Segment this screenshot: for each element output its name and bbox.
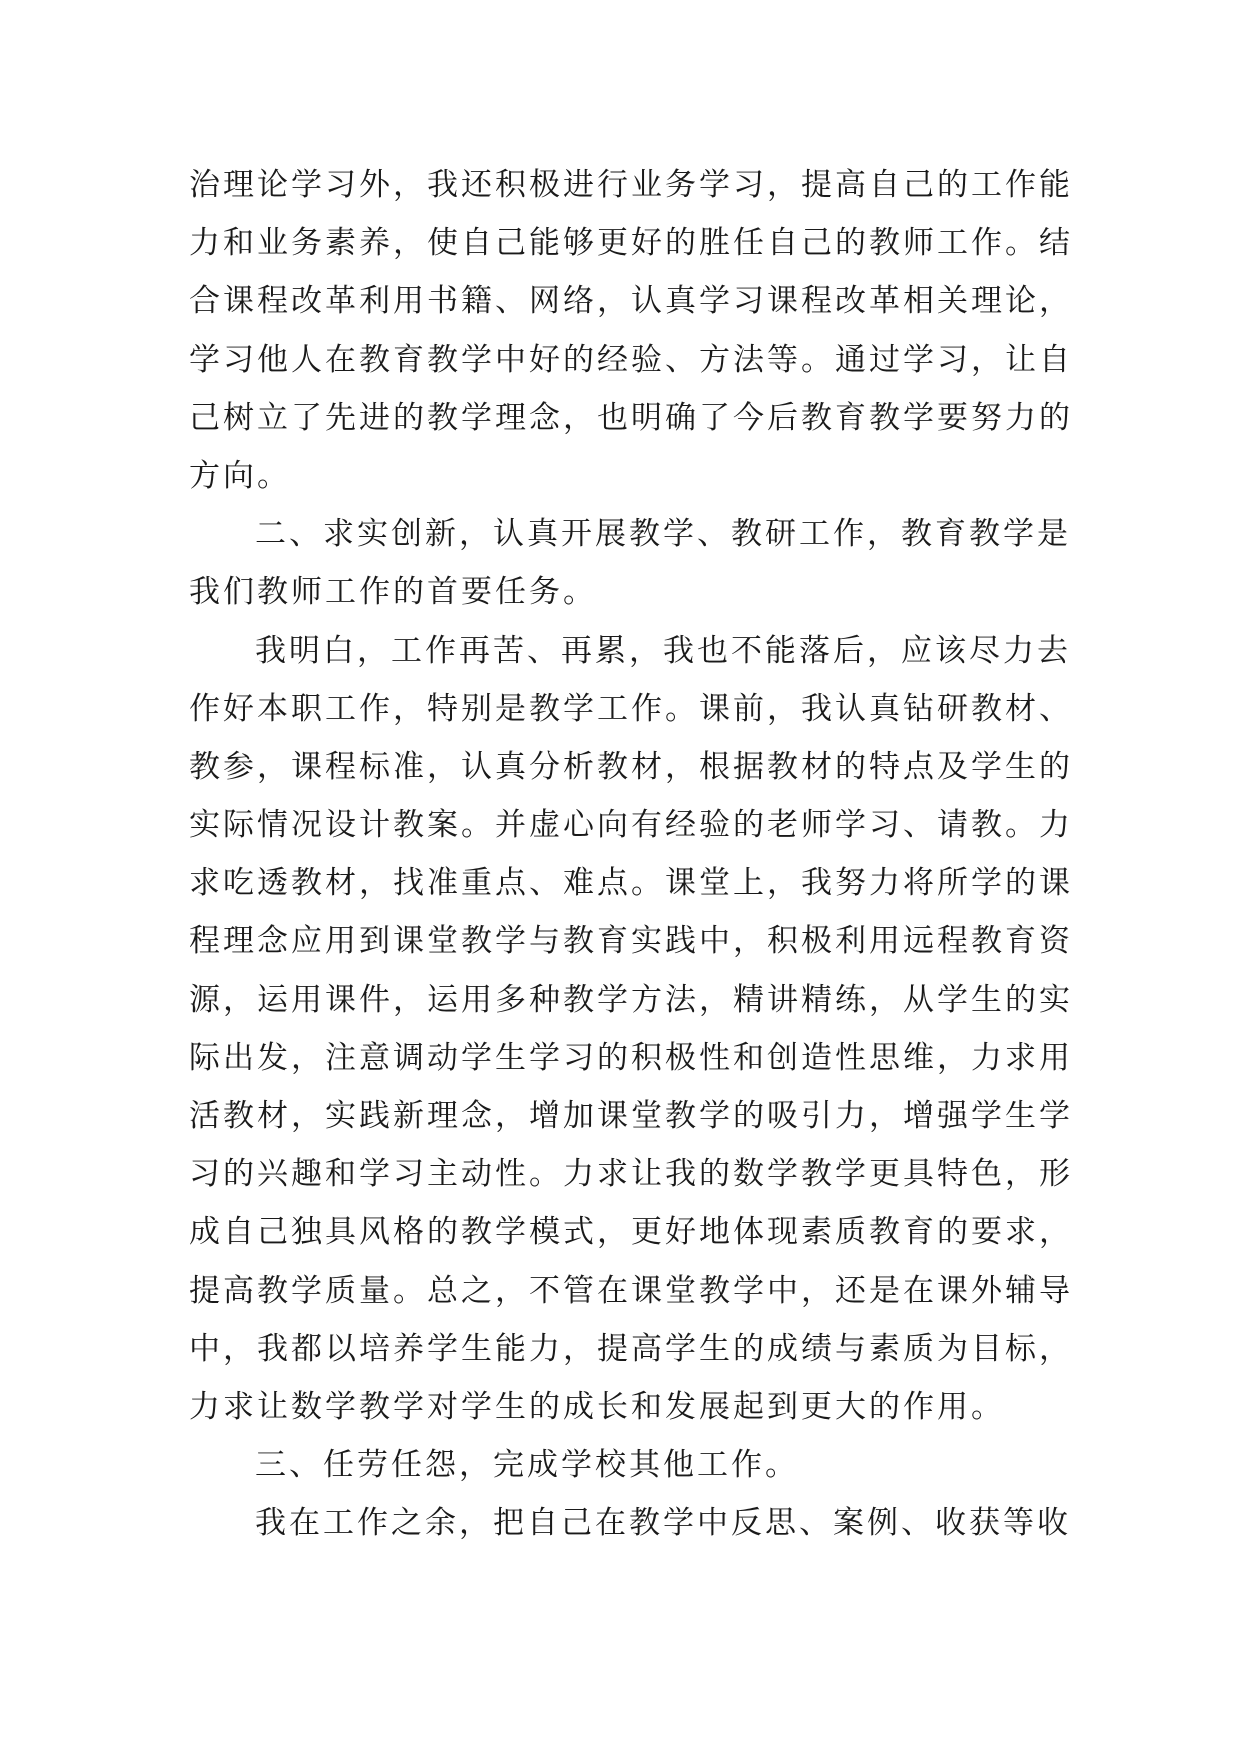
text-line: 我在工作之余，把自己在教学中反思、案例、收获等收 <box>255 1505 1071 1542</box>
text-line: 力和业务素养，使自己能够更好的胜任自己的教师工作。结 <box>189 225 1073 262</box>
text-line: 中，我都以培养学生能力，提高学生的成绩与素质为目标， <box>189 1330 1073 1367</box>
text-line: 成自己独具风格的教学模式，更好地体现素质教育的要求， <box>189 1214 1073 1251</box>
text-line: 实际情况设计教案。并虚心向有经验的老师学习、请教。力 <box>189 807 1073 844</box>
text-line: 习的兴趣和学习主动性。力求让我的数学教学更具特色，形 <box>189 1156 1073 1193</box>
text-line: 学习他人在教育教学中好的经验、方法等。通过学习，让自 <box>189 341 1073 378</box>
text-line: 我明白，工作再苦、再累，我也不能落后，应该尽力去 <box>255 632 1071 669</box>
text-line: 教参，课程标准，认真分析教材，根据教材的特点及学生的 <box>189 748 1073 785</box>
text-line: 三、任劳任怨，完成学校其他工作。 <box>255 1447 799 1484</box>
text-line: 二、求实创新，认真开展教学、教研工作，教育教学是 <box>255 516 1071 553</box>
text-line: 提高教学质量。总之，不管在课堂教学中，还是在课外辅导 <box>189 1272 1073 1309</box>
text-line: 我们教师工作的首要任务。 <box>189 574 597 611</box>
text-line: 程理念应用到课堂教学与教育实践中，积极利用远程教育资 <box>189 923 1073 960</box>
text-line: 作好本职工作，特别是教学工作。课前，我认真钻研教材、 <box>189 690 1073 727</box>
text-line: 际出发，注意调动学生学习的积极性和创造性思维，力求用 <box>189 1039 1073 1076</box>
text-line: 力求让数学教学对学生的成长和发展起到更大的作用。 <box>189 1388 1005 1425</box>
text-line: 源，运用课件，运用多种教学方法，精讲精练，从学生的实 <box>189 981 1073 1018</box>
text-line: 求吃透教材，找准重点、难点。课堂上，我努力将所学的课 <box>189 865 1073 902</box>
text-line: 活教材，实践新理念，增加课堂教学的吸引力，增强学生学 <box>189 1098 1073 1134</box>
body-text <box>189 156 1073 1553</box>
text-line: 己树立了先进的教学理念，也明确了今后教育教学要努力的 <box>189 399 1073 436</box>
text-line: 合课程改革利用书籍、网络，认真学习课程改革相关理论， <box>189 283 1073 320</box>
text-line: 方向。 <box>189 457 291 494</box>
text-line: 治理论学习外，我还积极进行业务学习，提高自己的工作能 <box>189 167 1073 203</box>
